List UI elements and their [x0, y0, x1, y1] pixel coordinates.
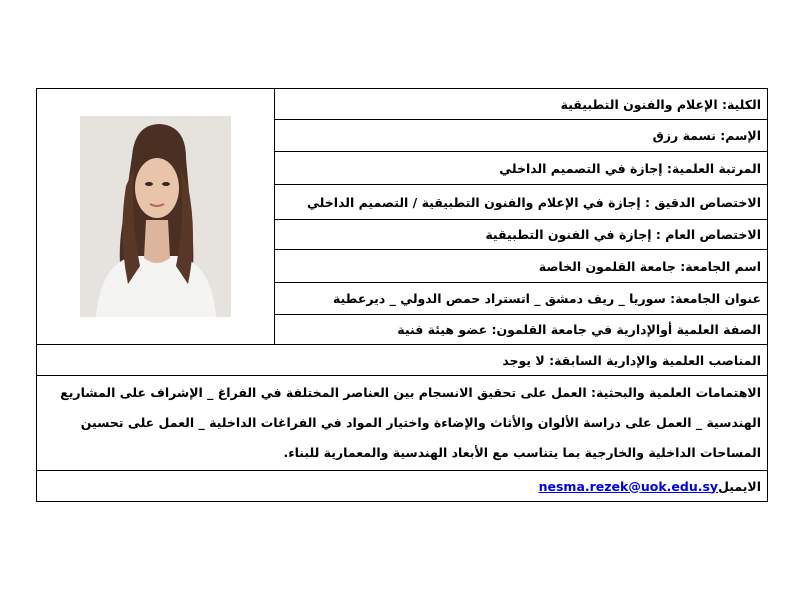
- email-label: الايميل: [718, 478, 761, 494]
- specialization-general-text: الاختصاص العام : إجازة في الفنون التطبيقية: [275, 220, 768, 250]
- interests-text: الاهتمامات العلمية والبحثية: العمل على تحقيق الانسجام بين العناصر المختلفة في الفراغ _ الإشراف على المشاريع الهندسية _ العمل على دراسة الألوان والأثاث والإضاءة واختيار المواد في الفراغات الداخلية _ العمل على تحسين المساحات الداخلية والخارجية بما يتناسب مع الأبعاد الهندسية والمعمارية للبناء.: [37, 376, 768, 471]
- specialization-precise-text: الاختصاص الدقيق : إجازة في الإعلام والفنون التطبيقية / التصميم الداخلي: [275, 185, 768, 220]
- email-link[interactable]: nesma.rezek@uok.edu.sy: [538, 478, 719, 494]
- name-text: الإسم: نسمة رزق: [275, 120, 768, 152]
- rank-text: المرتبة العلمية: إجازة في التصميم الداخلي: [275, 152, 768, 185]
- previous-positions-text: المناصب العلمية والإدارية السابقة: لا يوجد: [37, 345, 768, 376]
- university-address-text: عنوان الجامعة: سوريا _ ريف دمشق _ اتستراد حمص الدولي _ ديرعطية: [275, 283, 768, 315]
- interests-row: [37, 376, 768, 471]
- email-cell: [37, 471, 768, 502]
- position-text: الصفة العلمية أوالإدارية في جامعة القلمون: عضو هيئة فنية: [275, 315, 768, 345]
- profile-table: [36, 88, 768, 502]
- faculty-text: الكلية: الإعلام والفنون التطبيقية: [275, 89, 768, 120]
- email-row: [37, 471, 768, 502]
- profile-photo: [80, 116, 231, 317]
- photo-cell: [37, 89, 275, 345]
- university-text: اسم الجامعة: جامعة القلمون الخاصة: [275, 250, 768, 283]
- previous-positions-row: [37, 345, 768, 376]
- faculty-row: [37, 89, 768, 120]
